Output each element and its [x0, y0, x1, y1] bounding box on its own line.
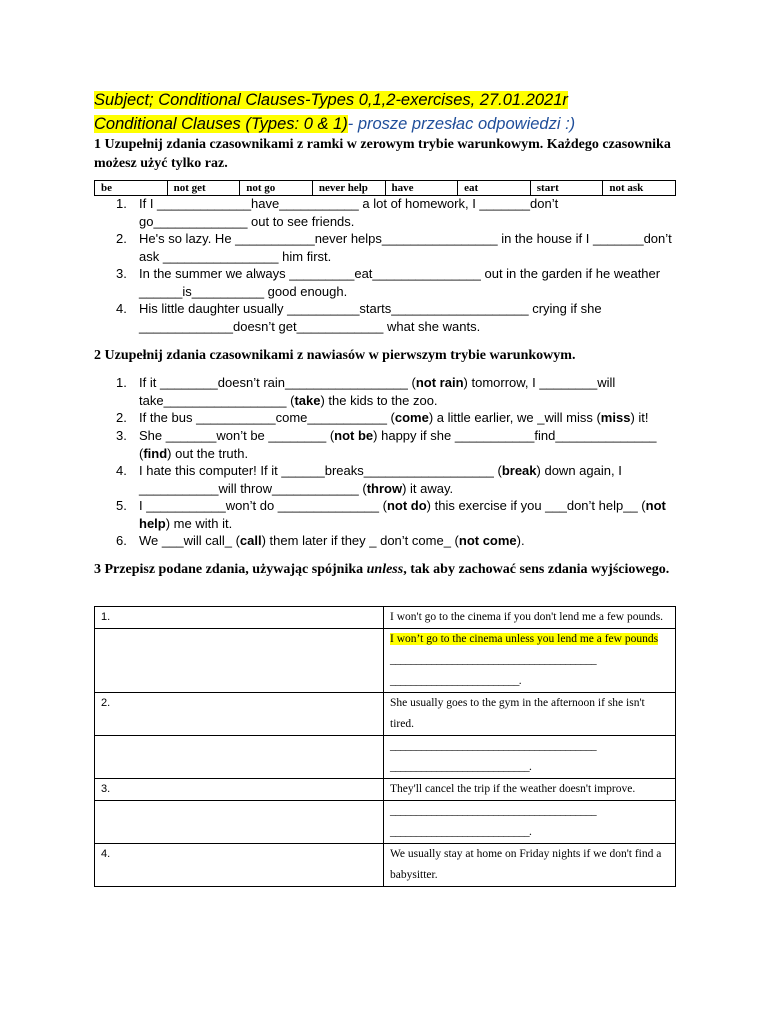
answer-blank: ________________________________________ — [390, 805, 597, 817]
item-line: I hate this computer! If it ______breaks__________________ (break) down again, I — [139, 463, 622, 478]
verb-cell: not get — [167, 181, 240, 196]
answer-blank: ________________________________________ — [390, 740, 597, 752]
topic-highlight: Conditional Clauses (Types: 0 & 1) — [94, 115, 348, 133]
item-line: help) me with it. — [139, 515, 233, 531]
header-topic — [94, 114, 575, 134]
row-number: 1. — [95, 607, 384, 629]
item-line: go_____________ out to see friends. — [139, 213, 355, 229]
topic-note: - prosze przesłac odpowiedzi :) — [347, 115, 576, 133]
item-line: _____________doesn’t get____________ what she wants. — [139, 318, 481, 334]
original-sentence: They'll cancel the trip if the weather doesn't improve. — [384, 779, 676, 801]
exercise2-item — [116, 427, 676, 462]
item-number: 2. — [116, 410, 127, 425]
item-line: She _______won’t be ________ (not be) happy if she ___________find______________ — [139, 428, 657, 443]
item-number: 2. — [116, 231, 127, 246]
verb-cell: have — [385, 181, 458, 196]
answer-cell[interactable] — [384, 801, 676, 844]
exercise1-item — [116, 265, 676, 300]
verb-cell: never help — [312, 181, 385, 196]
row-number: 2. — [95, 693, 384, 736]
answer-text: I won’t go to the cinema unless you lend me a few pounds — [390, 633, 659, 645]
verb-cell: be — [95, 181, 168, 196]
answer-cell[interactable] — [384, 736, 676, 779]
subject-line: Subject; Conditional Clauses-Types 0,1,2-exercises, 27.01.2021r — [94, 91, 568, 109]
exercise1-item — [116, 230, 676, 265]
answer-blank: ___________________________. — [390, 826, 532, 838]
answer-blank: ___________________________. — [390, 761, 532, 773]
original-sentence: I won't go to the cinema if you don't lend me a few pounds. — [384, 607, 676, 629]
item-line: take_________________ (take) the kids to the zoo. — [139, 392, 438, 408]
row-number: 3. — [95, 779, 384, 801]
item-line: We ___will call_ (call) them later if they _ don’t come_ (not come). — [139, 533, 525, 548]
answer-space[interactable] — [95, 801, 384, 844]
item-number: 3. — [116, 428, 127, 443]
item-number: 4. — [116, 463, 127, 478]
item-number: 6. — [116, 533, 127, 548]
answer-space[interactable] — [95, 736, 384, 779]
verb-cell: not ask — [603, 181, 676, 196]
section3-title: 3 Przepisz podane zdania, używając spójnika unless, tak aby zachować sens zdania wyjściowego. — [94, 562, 670, 577]
verb-cell: not go — [240, 181, 313, 196]
verb-cell: eat — [458, 181, 531, 196]
item-number: 4. — [116, 301, 127, 316]
table-row — [95, 629, 676, 693]
item-number: 1. — [116, 375, 127, 390]
answer-space[interactable] — [95, 629, 384, 693]
table-row — [95, 801, 676, 844]
exercise1-item — [116, 195, 676, 230]
table-row — [95, 607, 676, 629]
answer-blank: ________________________________________ — [390, 654, 597, 666]
table-row — [95, 779, 676, 801]
header-subject — [94, 90, 568, 110]
table-row — [95, 693, 676, 736]
item-number: 1. — [116, 196, 127, 211]
item-line: In the summer we always _________eat_______________ out in the garden if he weather — [139, 266, 661, 281]
item-line: He's so lazy. He ___________never helps________________ in the house if I _______don’t — [139, 231, 672, 246]
exercise1-item — [116, 300, 676, 335]
exercise2-item — [116, 532, 676, 550]
exercise2-item — [116, 462, 676, 497]
item-line: I ___________won’t do ______________ (not do) this exercise if you ___don’t help__ (not — [139, 498, 666, 513]
item-line: If the bus ___________come___________ (come) a little earlier, we _will miss (miss) it! — [139, 410, 649, 425]
item-line: ______is__________ good enough. — [139, 283, 348, 299]
section1-title: 1 Uzupełnij zdania czasownikami z ramki w zerowym trybie warunkowym. Każdego czasownika możesz użyć tylko raz. — [94, 137, 671, 171]
verb-box — [94, 180, 676, 196]
section2-title: 2 Uzupełnij zdania czasownikami z nawiasów w pierwszym trybie warunkowym. — [94, 348, 576, 363]
item-number: 3. — [116, 266, 127, 281]
table-row — [95, 736, 676, 779]
answer-cell[interactable] — [384, 629, 676, 693]
original-sentence: She usually goes to the gym in the afternoon if she isn't tired. — [384, 693, 676, 736]
item-line: ___________will throw____________ (throw) it away. — [139, 480, 454, 496]
exercise2-item — [116, 409, 676, 427]
rewrite-table — [94, 606, 676, 887]
answer-blank: _________________________. — [390, 675, 522, 687]
item-number: 5. — [116, 498, 127, 513]
row-number: 4. — [95, 844, 384, 887]
table-row — [95, 844, 676, 887]
item-line: ask ________________ him first. — [139, 248, 332, 264]
item-line: If I _____________have___________ a lot of homework, I _______don’t — [139, 196, 559, 211]
exercise2-item — [116, 374, 676, 409]
item-line: If it ________doesn’t rain_________________ (not rain) tomorrow, I ________will — [139, 375, 616, 390]
original-sentence: We usually stay at home on Friday nights if we don't find a babysitter. — [384, 844, 676, 887]
item-line: His little daughter usually __________starts___________________ crying if she — [139, 301, 602, 316]
item-line: (find) out the truth. — [139, 445, 249, 461]
exercise2-item — [116, 497, 676, 532]
verb-cell: start — [530, 181, 603, 196]
